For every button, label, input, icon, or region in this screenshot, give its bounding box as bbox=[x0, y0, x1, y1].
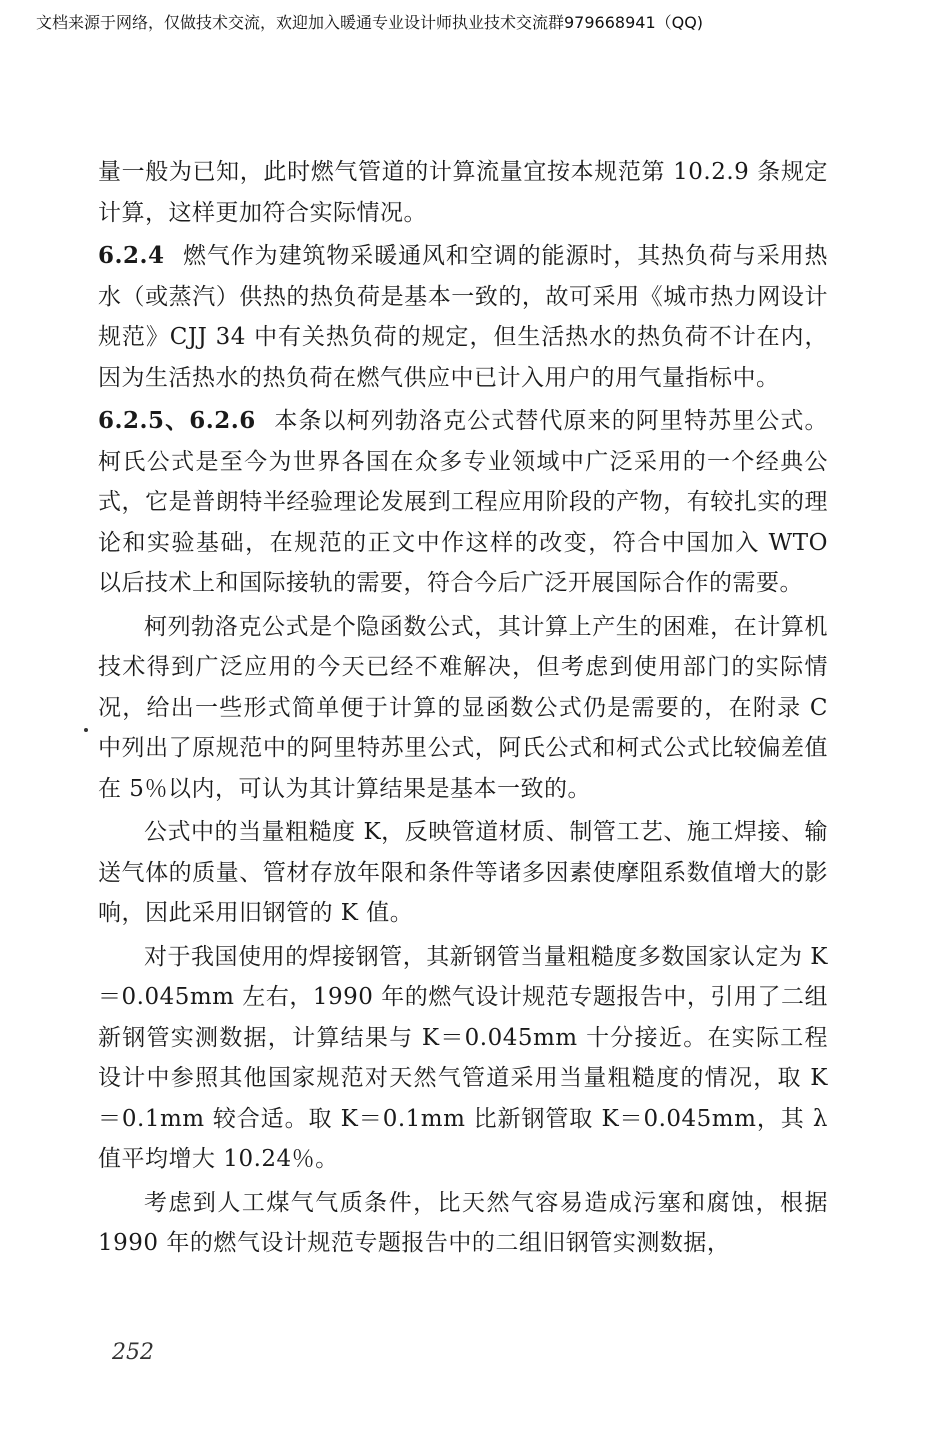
section-number-6-2-4: 6.2.4 bbox=[98, 242, 165, 269]
paragraph-continuation: 量一般为已知，此时燃气管道的计算流量宜按本规范第 10.2.9 条规定计算，这样更加符合实际情况。 bbox=[98, 159, 828, 226]
page-number: 252 bbox=[112, 1340, 154, 1365]
section-text-6-2-5-6-2-6: 本条以柯列勃洛克公式替代原来的阿里特苏里公式。柯氏公式是至今为世界各国在众多专业领域中广泛采用的一个经典公式，它是普朗特半经验理论发展到工程应用阶段的产物，有较扎实的理论和实验基础，在规范的正文中作这样的改变，符合中国加入 WTO 以后技术上和国际接轨的需要，符合今后广泛开展国际合作的需要。 bbox=[98, 408, 828, 596]
paragraph-coal-gas: 考虑到人工煤气气质条件，比天然气容易造成污塞和腐蚀，根据 1990 年的燃气设计规范专题报告中的二组旧钢管实测数据， bbox=[98, 1189, 828, 1256]
section-6-2-4 bbox=[98, 236, 828, 398]
section-number-6-2-5-6-2-6: 6.2.5、6.2.6 bbox=[98, 407, 256, 434]
paragraph-welded-pipe: 对于我国使用的焊接钢管，其新钢管当量粗糙度多数国家认定为 K＝0.045mm 左右，1990 年的燃气设计规范专题报告中，引用了二组新钢管实测数据，计算结果与 K＝0.045mm 十分接近。在实际工程设计中参照其他国家规范对天然气管道采用当量粗糙度的情况，取 K＝0.1mm 较合适。取 K＝0.1mm 比新钢管取 K＝0.045mm，其 λ 值平均增大 10.24％。 bbox=[98, 943, 828, 1172]
section-text-6-2-4: 燃气作为建筑物采暖通风和空调的能源时，其热负荷与采用热水（或蒸汽）供热的热负荷是基本一致的，故可采用《城市热力网设计规范》CJJ 34 中有关热负荷的规定，但生活热水的热负荷不计在内，因为生活热水的热负荷在燃气供应中已计入用户的用气量指标中。 bbox=[98, 243, 828, 391]
margin-dot bbox=[84, 728, 88, 732]
paragraph-colebrook: 柯列勃洛克公式是个隐函数公式，其计算上产生的困难，在计算机技术得到广泛应用的今天已经不难解决，但考虑到使用部门的实际情况，给出一些形式简单便于计算的显函数公式仍是需要的，在附录 C 中列出了原规范中的阿里特苏里公式，阿氏公式和柯式公式比较偏差值在 5％以内，可认为其计算结果是基本一致的。 bbox=[98, 613, 828, 802]
paragraph-roughness: 公式中的当量粗糙度 K，反映管道材质、制管工艺、施工焊接、输送气体的质量、管材存放年限和条件等诸多因素使摩阻系数值增大的影响，因此采用旧钢管的 K 值。 bbox=[98, 819, 828, 926]
section-6-2-5-6-2-6 bbox=[98, 401, 828, 604]
header-note: 文档来源于网络，仅做技术交流，欢迎加入暖通专业设计师执业技术交流群979668941（QQ) bbox=[36, 13, 704, 32]
page-body bbox=[98, 152, 828, 1264]
